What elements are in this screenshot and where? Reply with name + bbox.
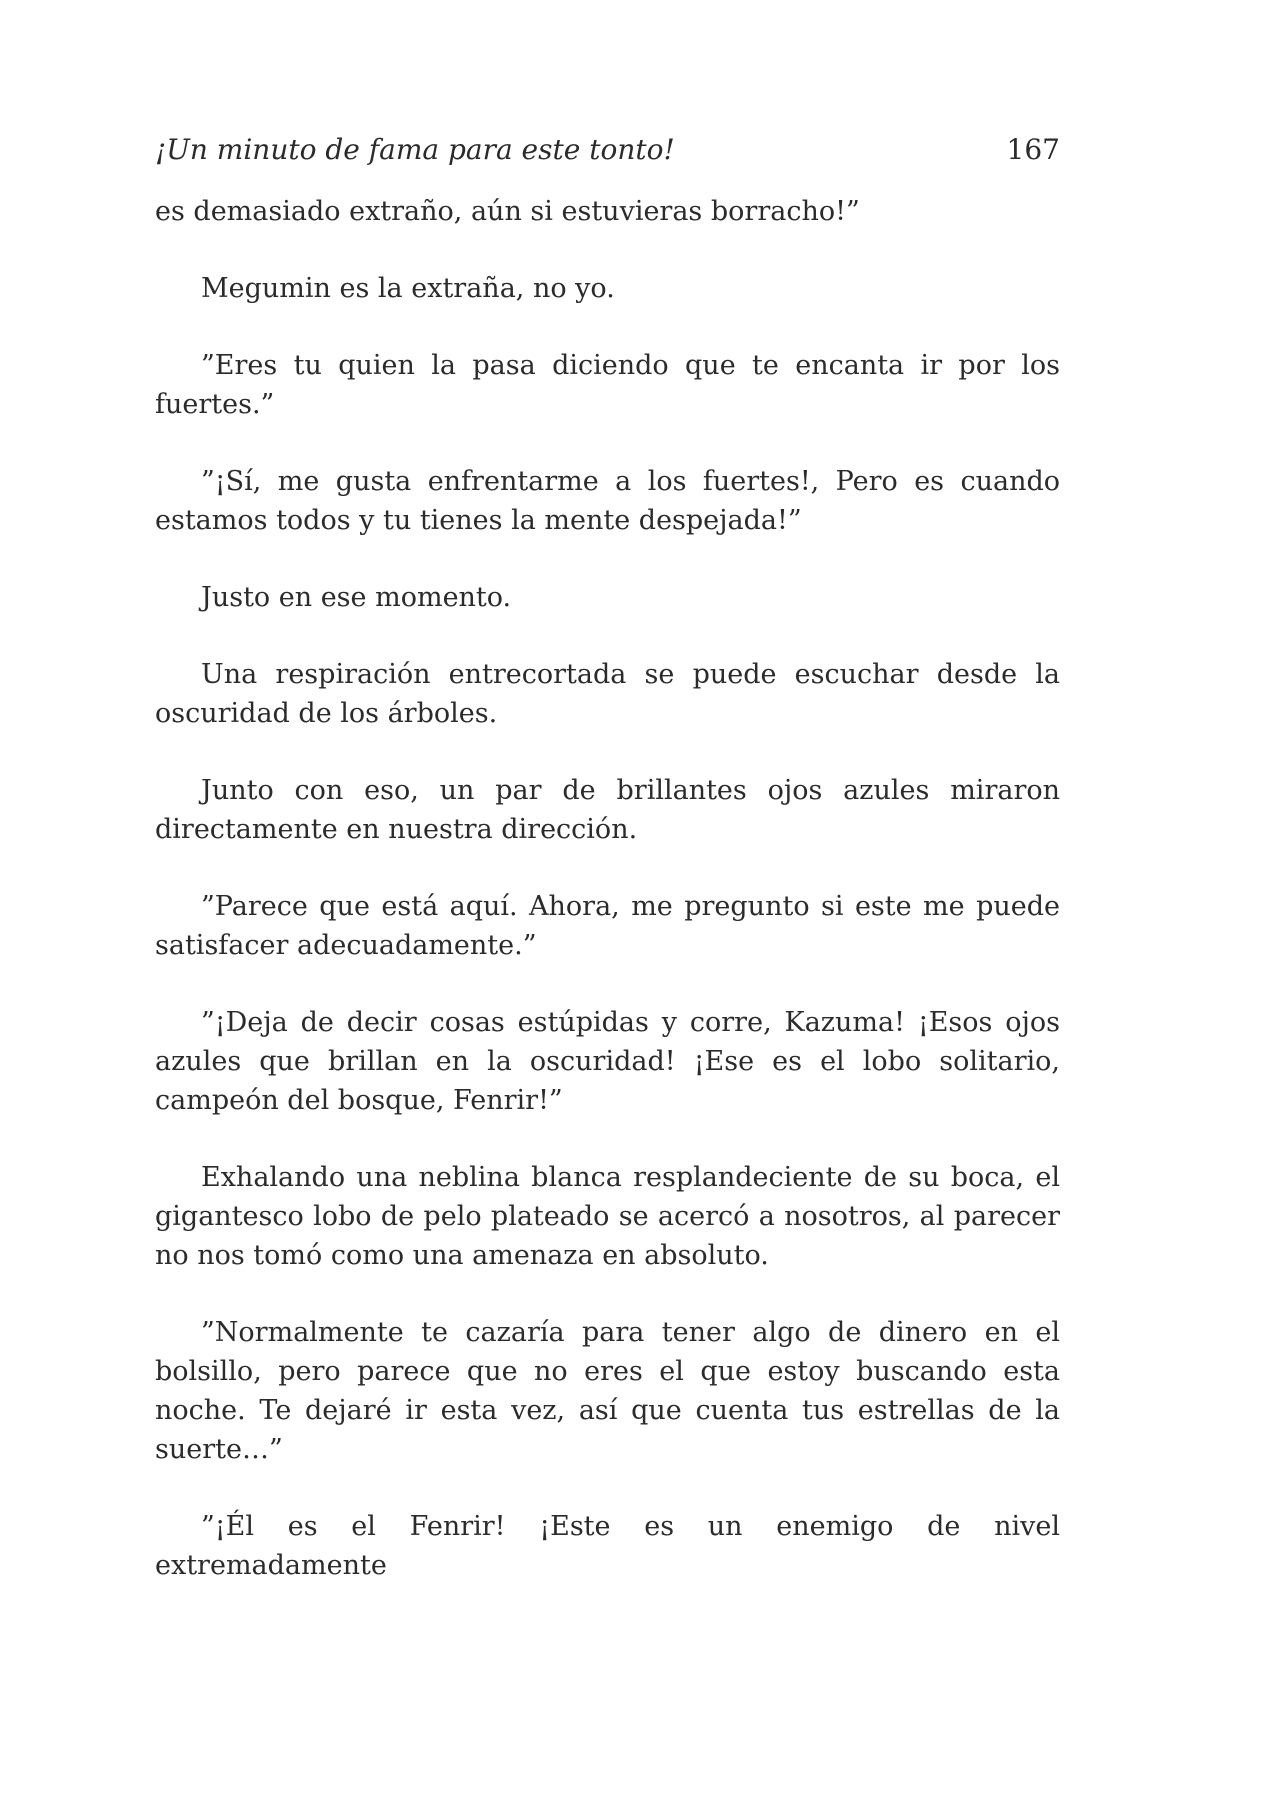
paragraph: Junto con eso, un par de brillantes ojos azules miraron directamente en nuestra dirección. <box>155 775 1060 845</box>
book-page <box>155 130 1060 1585</box>
paragraph: ”¡Deja de decir cosas estúpidas y corre, Kazuma! ¡Esos ojos azules que brillan en la oscuridad! ¡Ese es el lobo solitario, campeón del bosque, Fenrir!” <box>155 1007 1060 1116</box>
body-text <box>155 192 1060 1585</box>
paragraph: Megumin es la extraña, no yo. <box>201 273 615 304</box>
paragraph: ”Parece que está aquí. Ahora, me pregunto si este me puede satisfacer adecuadamente.” <box>155 891 1060 961</box>
paragraph: ”Normalmente te cazaría para tener algo de dinero en el bolsillo, pero parece que no eres el que estoy buscando esta noche. Te dejaré ir esta vez, así que cuenta tus estrellas de la suerte…” <box>155 1317 1060 1465</box>
paragraph: Exhalando una neblina blanca resplandeciente de su boca, el gigantesco lobo de pelo plateado se acercó a nosotros, al parecer no nos tomó como una amenaza en absoluto. <box>155 1162 1060 1271</box>
paragraph: ”¡Sí, me gusta enfrentarme a los fuertes!, Pero es cuando estamos todos y tu tienes la mente despejada!” <box>155 466 1060 536</box>
paragraph: es demasiado extraño, aún si estuvieras borracho!” <box>155 196 860 227</box>
running-header <box>155 130 1060 170</box>
paragraph: ”Eres tu quien la pasa diciendo que te encanta ir por los fuertes.” <box>155 350 1060 420</box>
paragraph: Una respiración entrecortada se puede escuchar desde la oscuridad de los árboles. <box>155 659 1060 729</box>
paragraph: ”¡Él es el Fenrir! ¡Este es un enemigo de nivel extremadamente <box>155 1511 1060 1581</box>
paragraph: Justo en ese momento. <box>201 582 512 613</box>
page-number: 167 <box>1006 133 1060 166</box>
running-title: ¡Un minuto de fama para este tonto! <box>155 133 675 166</box>
